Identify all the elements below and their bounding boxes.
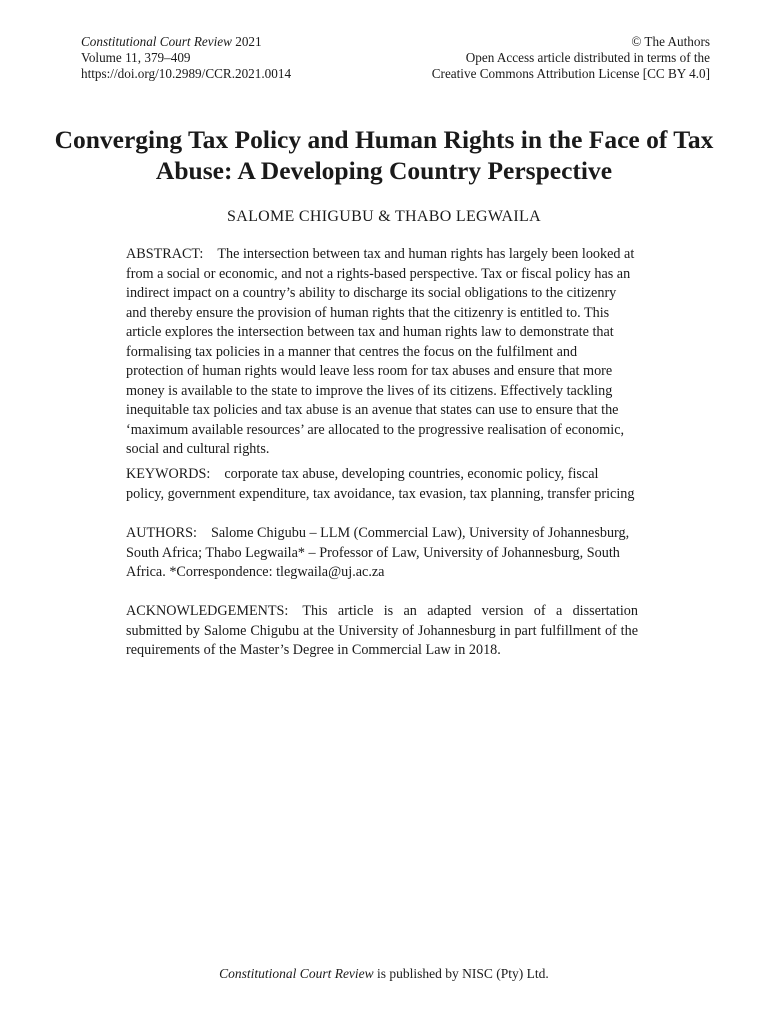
doi-link[interactable]: https://doi.org/10.2989/CCR.2021.0014 [81,66,292,81]
publisher-footer [40,965,728,983]
license-notice [432,34,710,82]
journal-year: 2021 [231,34,262,49]
license-line-2: Creative Commons Attribution License [CC BY 4.0] [431,66,710,81]
keywords-text: corporate tax abuse, developing countries, economic policy, fiscal policy, government expenditure, tax avoidance, tax evasion, tax planning, transfer pricing [126,466,635,502]
license-line-1: Open Access article distributed in terms of the [465,50,710,65]
authors-section [126,524,638,583]
abstract-text: The intersection between tax and human rights has largely been looked at from a social or economic, and not a rights-based perspective. Tax or fiscal policy has an indirect impact on a country’s ability to discharge its social obligations to the citizenry and thereby ensure the provision of human rights that the citizenry is entitled to. This article explores the intersection between tax and human rights law to demonstrate that formalising tax policies in a manner that centres the focus on the fulfilment and protection of human rights would leave less room for tax abuses and ensure that more money is available to the state to improve the lives of its citizens. Effectively tackling inequitable tax policies and tax abuse is an avenue that states can use to ensure that the ‘maximum available resources’ are allocated to the progressive realisation of economic, social and cultural rights. [126,246,635,457]
article-title: Converging Tax Policy and Human Rights in the Face of Tax Abuse: A Developing Country Perspective [54,125,714,185]
keywords-section [126,465,638,504]
journal-name: Constitutional Court Review [81,34,232,49]
article-authors: SALOME CHIGUBU & THABO LEGWAILA [227,208,541,225]
copyright-notice: © The Authors [631,34,710,49]
volume-pages: Volume 11, 379–409 [81,50,191,65]
abstract-label: ABSTRACT: [126,246,204,262]
footer-journal-name: Constitutional Court Review [219,966,374,981]
keywords-label: KEYWORDS: [126,466,211,482]
acknowledgements-text: This article is an adapted version of a dissertation submitted by Salome Chigubu at the University of Johannesburg in part fulfillment of the requirements of the Master’s Degree in Commercial Law in 2018. [126,603,638,658]
journal-citation [81,34,291,82]
journal-title-line [81,34,291,50]
authors-text: Salome Chigubu – LLM (Commercial Law), University of Johannesburg, South Africa; Thabo Legwaila* – Professor of Law, University of Johannesburg, South Africa. *Correspondence: tlegwaila@uj.ac.za [126,525,630,580]
abstract-section [126,245,638,460]
footer-text: is published by NISC (Pty) Ltd. [373,966,549,981]
acknowledgements-label: ACKNOWLEDGEMENTS: [126,603,289,619]
acknowledgements-section [126,602,638,661]
authors-label: AUTHORS: [126,525,197,541]
